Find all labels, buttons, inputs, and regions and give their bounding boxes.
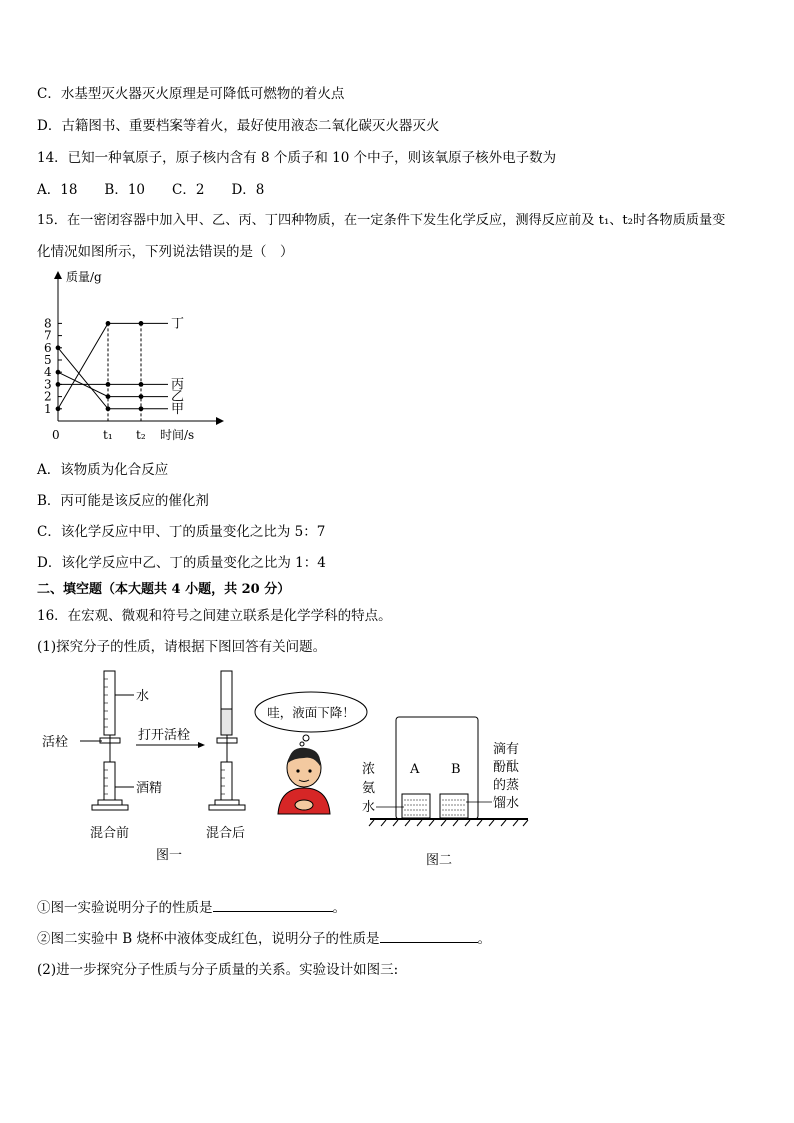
y-tick-label: 2 — [44, 389, 52, 404]
option-15d: D．该化学反应中乙、丁的质量变化之比为 1：4 — [37, 555, 326, 571]
figure-two-caption: 图二 — [426, 853, 453, 868]
series-label: 甲 — [171, 401, 185, 417]
apparatus-after — [209, 671, 245, 810]
y-tick-label: 4 — [44, 365, 52, 380]
apparatus-before — [80, 671, 134, 810]
label-phenol-1: 滴有 — [493, 742, 520, 757]
y-tick-label: 5 — [44, 353, 52, 367]
data-point — [139, 382, 144, 387]
figure-one-caption: 图一 — [156, 848, 183, 863]
x-axis-label: 时间/s — [160, 428, 195, 442]
question-16-part2: (2)进一步探究分子性质与分子质量的关系。实验设计如图三: — [37, 962, 399, 978]
label-alcohol: 酒精 — [136, 781, 163, 796]
y-tick-label: 7 — [44, 328, 52, 343]
question-14: 14．已知一种氧原子，原子核内含有 8 个质子和 10 个中子，则该氧原子核外电子数为 — [37, 150, 557, 166]
label-after: 混合后 — [206, 826, 246, 841]
label-phenol-3: 的蒸 — [493, 778, 520, 793]
question-16: 16．在宏观、微观和符号之间建立联系是化学学科的特点。 — [37, 608, 392, 624]
question-15-line2: 化情况如图所示，下列说法错误的是（ ） — [37, 244, 294, 260]
data-point — [106, 321, 111, 326]
question-16-1a-end: 。 — [332, 900, 346, 916]
label-phenol-2: 酚酞 — [493, 760, 520, 775]
data-point — [56, 382, 61, 387]
label-open-valve: 打开活栓 — [138, 728, 191, 743]
question-16-1b — [37, 927, 491, 947]
label-ammonia-1: 浓 — [362, 762, 376, 777]
option-13c: C．水基型灭火器灭火原理是可降低可燃物的着火点 — [37, 86, 345, 102]
y-tick-label: 6 — [44, 340, 52, 355]
question-14-options: A．18 B．10 C．2 D．8 — [37, 182, 265, 198]
beaker-b — [440, 794, 468, 818]
option-15c: C．该化学反应中甲、丁的质量变化之比为 5：7 — [37, 524, 326, 540]
label-valve: 活栓 — [42, 735, 69, 750]
speech-text: 哇，液面下降！ — [267, 705, 355, 720]
series-line-3 — [58, 348, 168, 409]
x-tick-label: t₁ — [103, 428, 113, 442]
answer-blank-2[interactable] — [380, 928, 478, 943]
section-2-heading: 二、填空题（本大题共 4 小题，共 20 分） — [37, 582, 291, 597]
origin-label: 0 — [52, 428, 60, 442]
label-phenol-4: 馏水 — [493, 796, 520, 811]
label-beaker-a: A — [410, 762, 420, 777]
question-16-part1: (1)探究分子的性质，请根据下图回答有关问题。 — [37, 639, 327, 655]
option-15a: A．该物质为化合反应 — [37, 462, 169, 478]
question-16-1b-text: ②图二实验中 B 烧杯中液体变成红色，说明分子的性质是 — [37, 931, 380, 947]
answer-blank-1[interactable] — [213, 897, 333, 912]
data-point — [56, 345, 61, 350]
data-point — [106, 382, 111, 387]
x-tick-label: t₂ — [136, 428, 146, 442]
question-16-1a — [37, 896, 346, 916]
child-illustration — [248, 688, 376, 823]
series-label: 乙 — [171, 389, 185, 405]
data-point — [139, 321, 144, 326]
label-ammonia-3: 水 — [362, 800, 376, 815]
data-point — [56, 406, 61, 411]
label-ammonia-2: 氨 — [362, 781, 376, 796]
data-point — [106, 394, 111, 399]
figure-two — [360, 712, 535, 872]
series-label: 丁 — [171, 316, 185, 332]
data-point — [106, 406, 111, 411]
series-label: 丙 — [171, 377, 185, 393]
question-16-1a-text: ①图一实验说明分子的性质是 — [37, 900, 213, 916]
mass-time-chart — [40, 265, 240, 445]
y-tick-label: 8 — [44, 316, 52, 331]
label-water: 水 — [136, 689, 150, 704]
data-point — [56, 370, 61, 375]
series-line-0 — [58, 323, 168, 408]
y-tick-label: 1 — [44, 401, 52, 416]
question-15-line1: 15．在一密闭容器中加入甲、乙、丙、丁四种物质，在一定条件下发生化学反应，测得反应前及 t₁、t₂时各物质质量变 — [37, 213, 726, 228]
y-axis-label: 质量/g — [66, 270, 102, 284]
option-13d: D．古籍图书、重要档案等着火，最好使用液态二氧化碳灭火器灭火 — [37, 118, 440, 134]
y-tick-label: 3 — [44, 377, 52, 392]
label-before: 混合前 — [90, 826, 130, 841]
question-16-1b-end: 。 — [477, 931, 492, 947]
option-15b: B．丙可能是该反应的催化剂 — [37, 493, 209, 509]
data-point — [139, 394, 144, 399]
beaker-a — [402, 794, 430, 818]
label-beaker-b: B — [451, 762, 461, 777]
data-point — [139, 406, 144, 411]
